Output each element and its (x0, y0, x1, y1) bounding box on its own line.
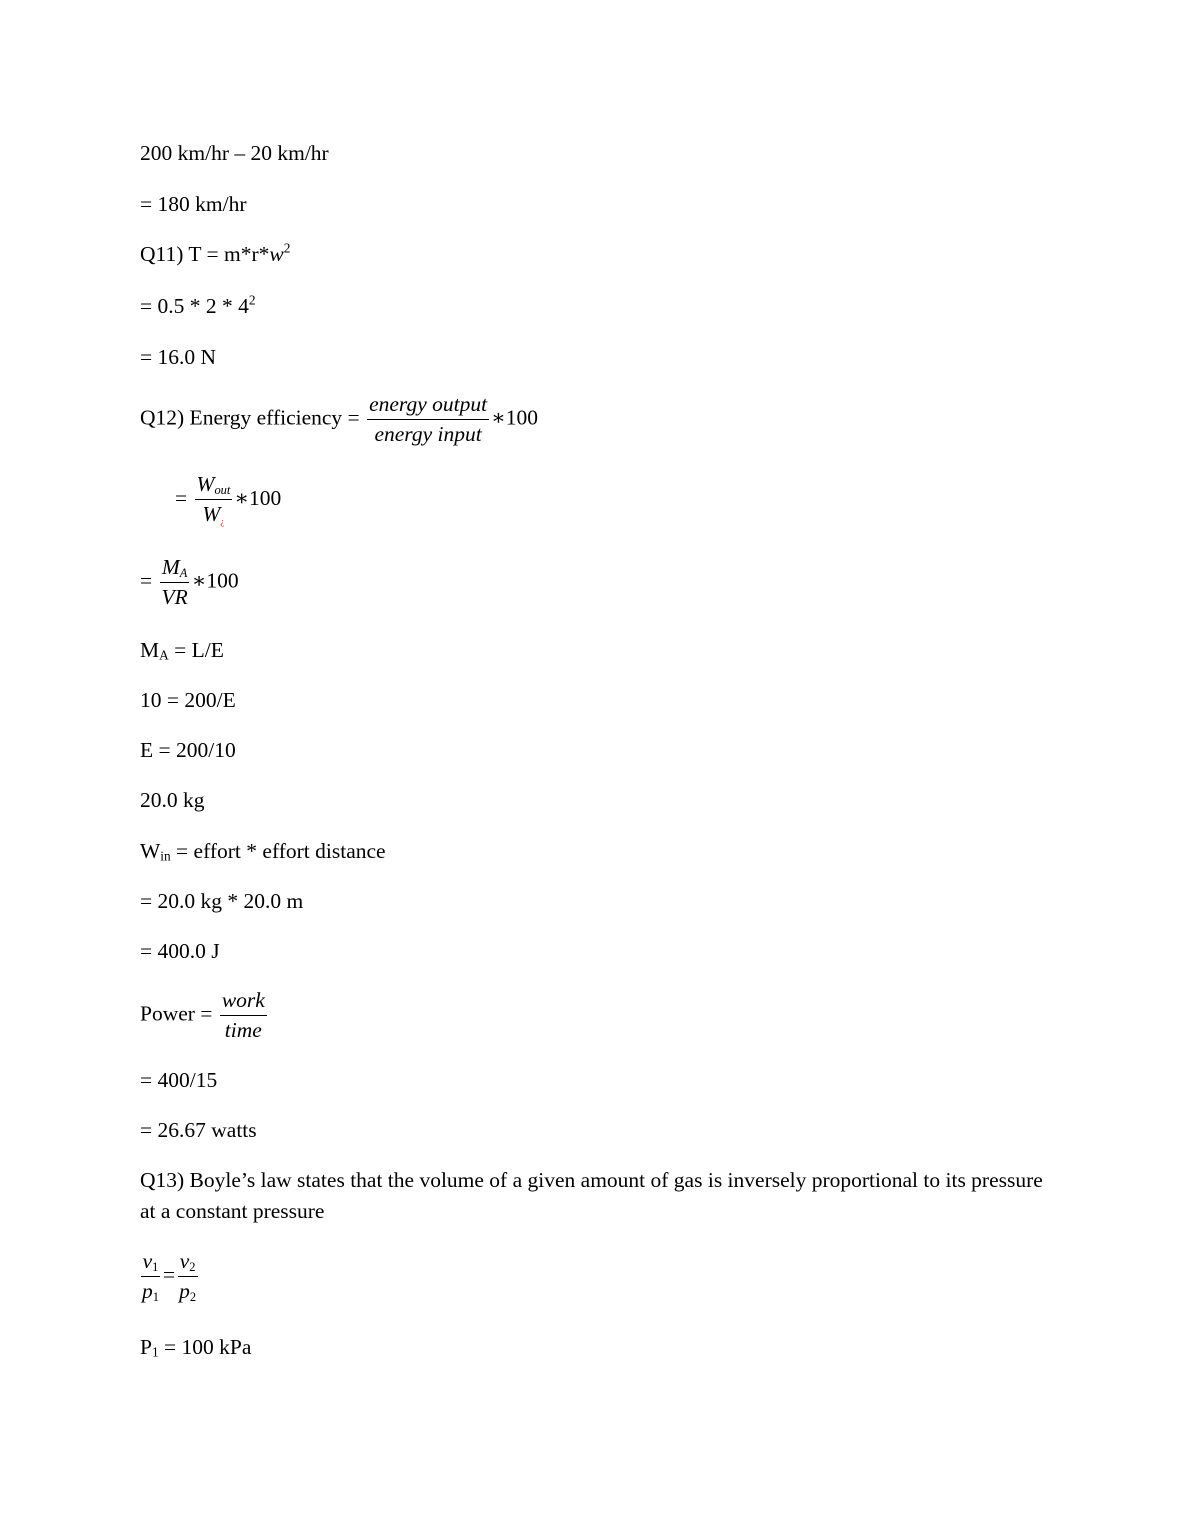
denominator: time (224, 1017, 262, 1042)
q12-efficiency-formula (140, 394, 538, 445)
text: P (140, 1335, 152, 1359)
text: W (202, 501, 221, 526)
subscript: 2 (189, 1289, 197, 1304)
ma-vr-formula (140, 557, 239, 608)
speed-result-line (140, 194, 246, 216)
text: = 20.0 kg * 20.0 m (140, 889, 304, 913)
equals-sign: = (162, 1262, 176, 1287)
text: ∗100 (191, 568, 239, 593)
text: = effort * effort distance (170, 839, 386, 863)
power-result-line (140, 1120, 257, 1142)
subscript: 1 (152, 1289, 159, 1304)
work-in-result-line (140, 941, 220, 963)
subscript: ¿ (220, 515, 225, 527)
numerator (195, 474, 233, 500)
numerator: work (220, 990, 267, 1016)
exponent: 2 (248, 292, 256, 308)
effort-result-line (140, 790, 205, 812)
text: W (196, 472, 215, 496)
power-formula (140, 990, 269, 1041)
subscript: 2 (189, 1260, 196, 1275)
text: = (140, 568, 158, 593)
text: E = 200/10 (140, 738, 236, 762)
denominator (177, 1277, 198, 1303)
text: = 26.67 watts (140, 1118, 257, 1142)
text: = (175, 486, 193, 511)
text: = 100 kPa (158, 1335, 252, 1359)
effort-calc-line (140, 740, 236, 762)
subscript: 1 (151, 1344, 159, 1360)
work-in-substitution-line (140, 891, 303, 913)
text: W (140, 839, 161, 863)
work-ratio-formula (175, 474, 281, 527)
fraction (367, 394, 489, 445)
text: = 400.0 J (140, 939, 220, 963)
q13-paragraph (140, 1165, 1050, 1227)
text: = 0.5 * 2 * 4 (140, 294, 249, 318)
fraction (195, 474, 233, 527)
ma-value-line (140, 690, 236, 712)
q11-formula-line (140, 240, 291, 266)
subscript: 1 (152, 1260, 159, 1275)
q11-result-line (140, 347, 216, 369)
numerator (178, 1251, 198, 1277)
subscript: in (160, 848, 171, 864)
text: v (179, 1249, 190, 1273)
text: v (142, 1249, 153, 1273)
text: M (140, 638, 160, 662)
exponent: 2 (283, 240, 291, 256)
fraction (177, 1251, 198, 1302)
fraction (140, 1251, 161, 1302)
power-substitution-line (140, 1070, 217, 1092)
text: M (161, 555, 180, 579)
text: ∗100 (234, 486, 282, 511)
text: Q13) Boyle’s law states that the volume of a given amount of gas is inversely proportional to its pressure at a constant pressure (140, 1168, 1043, 1223)
denominator: energy input (374, 421, 482, 446)
subscript: A (179, 566, 188, 581)
speed-difference-line (140, 143, 329, 165)
text: = 400/15 (140, 1068, 218, 1092)
text: = L/E (168, 638, 224, 662)
numerator (160, 557, 190, 583)
text: p (142, 1278, 153, 1303)
denominator: VR (161, 584, 188, 609)
denominator (140, 1277, 161, 1303)
text: 200 km/hr – 20 km/hr (140, 141, 329, 165)
text: = 16.0 N (140, 345, 217, 369)
ma-definition-line (140, 640, 224, 662)
text: Power = (140, 1001, 218, 1026)
fraction (220, 990, 267, 1041)
work-in-definition-line (140, 841, 386, 863)
boyle-law-equation (140, 1251, 200, 1302)
denominator (200, 500, 226, 527)
text: 20.0 kg (140, 788, 205, 812)
q11-substitution-line (140, 292, 256, 318)
omega-variable: w (269, 242, 284, 266)
text: = 180 km/hr (140, 192, 247, 216)
text: p (179, 1278, 190, 1303)
text: Q11) T = m*r* (140, 242, 270, 266)
numerator: energy output (367, 394, 489, 420)
text: Q12) Energy efficiency = (140, 405, 366, 430)
text: 10 = 200/E (140, 688, 236, 712)
p1-value-line (140, 1337, 251, 1359)
text: ∗100 (491, 405, 538, 430)
numerator (141, 1251, 161, 1277)
fraction (160, 557, 190, 608)
subscript: A (159, 647, 169, 663)
subscript: out (214, 483, 231, 498)
